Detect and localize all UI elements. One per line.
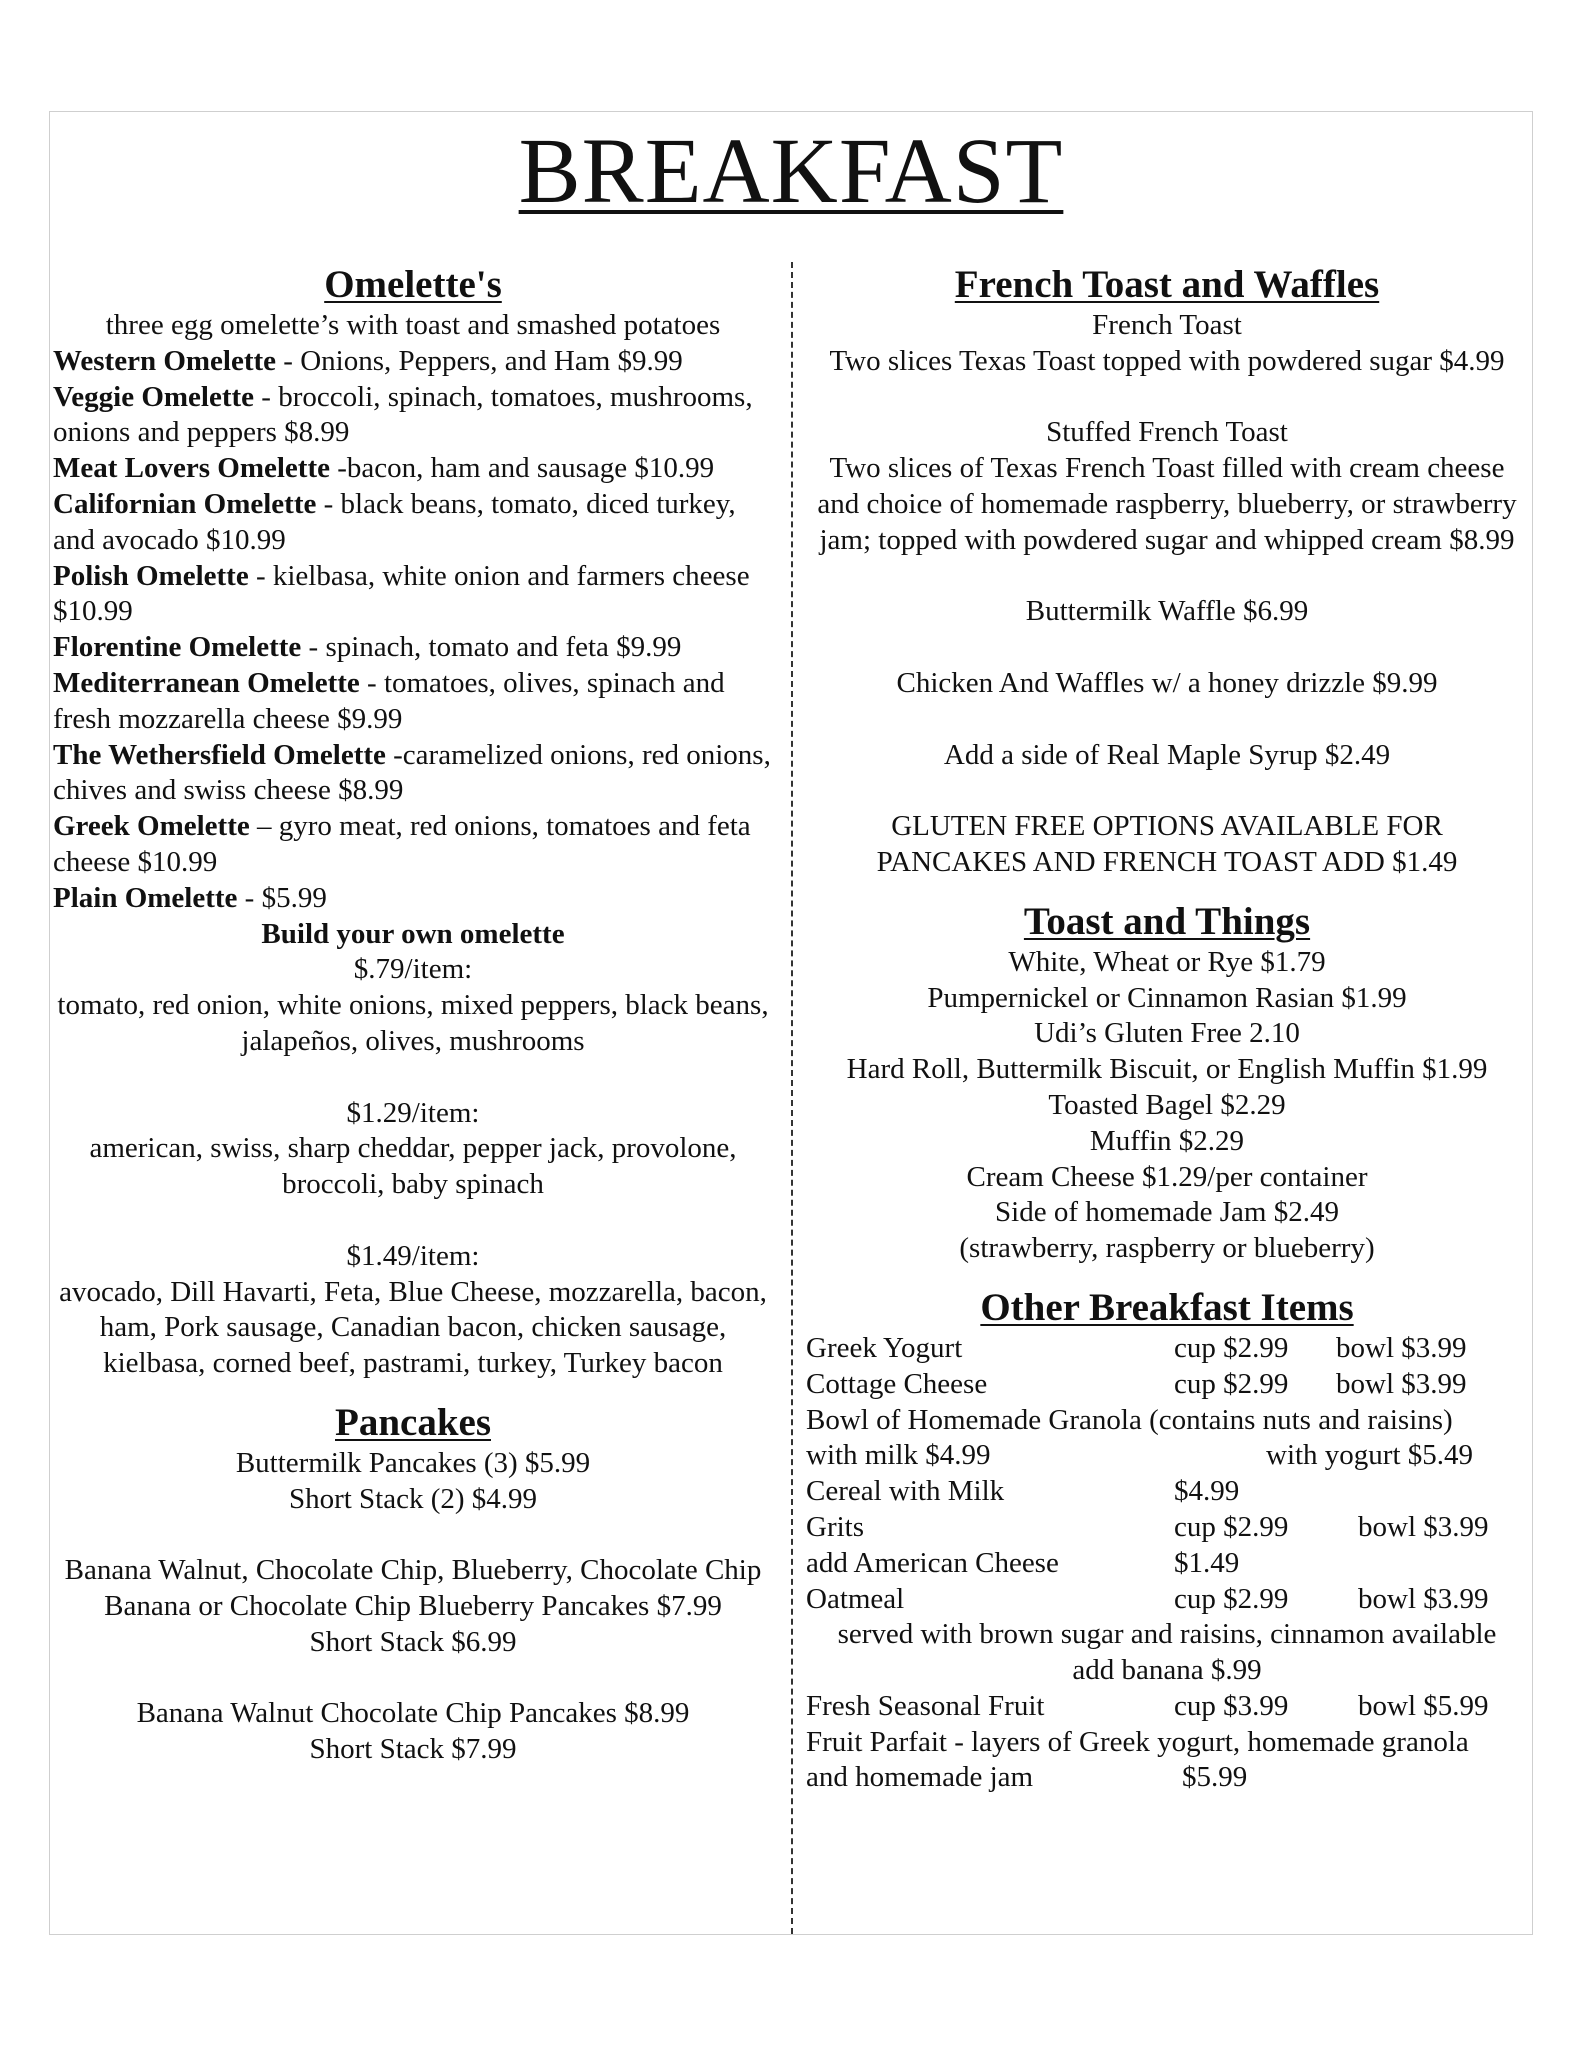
item-price-bowl: bowl $3.99 [1358, 1582, 1489, 1615]
omelette-name: Meat Lovers Omelette [53, 452, 330, 485]
item-price-cup: cup $2.99 [1174, 1367, 1289, 1400]
item-price-bowl: bowl $3.99 [1336, 1367, 1467, 1400]
item-name: Oatmeal [806, 1582, 905, 1615]
toast-item: Toasted Bagel $2.29 [1048, 1088, 1286, 1121]
menu-row [806, 1331, 1528, 1367]
tier-price: $.79/item: [353, 953, 473, 986]
tier-price: $1.29/item: [346, 1096, 480, 1129]
other-heading: Other Breakfast Items [980, 1285, 1354, 1329]
toast-item: Pumpernickel or Cinnamon Rasian $1.99 [927, 981, 1407, 1014]
french-toast-name: French Toast [1092, 309, 1242, 341]
menu-row [806, 1474, 1528, 1510]
omelette-desc: -caramelized onions, red onions, chives and swiss cheese $8.99 [53, 738, 771, 807]
omelette-item [53, 344, 773, 380]
parfait-name: and homemade jam [806, 1761, 1034, 1794]
omelette-name: Veggie Omelette [53, 380, 255, 413]
omelette-desc: -bacon, ham and sausage $10.99 [329, 452, 715, 485]
tier-price: $1.49/item: [346, 1239, 480, 1272]
item-price-bowl: bowl $5.99 [1358, 1689, 1489, 1722]
omelette-desc: – gyro meat, red onions, tomatoes and feta cheese $10.99 [53, 810, 751, 878]
granola-milk: with milk $4.99 [806, 1439, 991, 1472]
item-price: $4.99 [1174, 1475, 1240, 1508]
item-name: Fresh Seasonal Fruit [806, 1689, 1045, 1722]
omelette-item [53, 881, 773, 917]
item-price-cup: cup $3.99 [1174, 1689, 1289, 1722]
menu-row [806, 1510, 1528, 1546]
omelette-name: Californian Omelette [53, 487, 317, 520]
pancake-line: Short Stack $7.99 [309, 1733, 517, 1766]
toast-item: Udi’s Gluten Free 2.10 [1034, 1017, 1300, 1050]
parfait-line: Fruit Parfait - layers of Greek yogurt, homemade granola [806, 1725, 1469, 1758]
banana-addon: add banana $.99 [1072, 1654, 1262, 1687]
omelette-name: Plain Omelette [53, 881, 238, 914]
toast-item: Cream Cheese $1.29/per container [966, 1160, 1368, 1193]
right-column [806, 262, 1528, 1796]
item-name: Cereal with Milk [806, 1475, 1005, 1508]
omelette-desc: - spinach, tomato and feta $9.99 [301, 631, 682, 664]
menu-row [806, 1546, 1528, 1582]
omelette-item [53, 380, 773, 452]
item-name: Greek Yogurt [806, 1331, 963, 1364]
oatmeal-note: served with brown sugar and raisins, cinnamon available [837, 1618, 1497, 1651]
omelette-name: Greek Omelette [53, 810, 250, 843]
omelette-item [53, 487, 773, 559]
omelette-name: The Wethersfield Omelette [53, 738, 386, 771]
left-column [53, 262, 773, 1768]
chicken-and-waffles: Chicken And Waffles w/ a honey drizzle $9.99 [896, 666, 1438, 699]
stuffed-french-toast-desc: Two slices of Texas French Toast filled with cream cheese and choice of homemade raspberry, blueberry, or strawberry jam; topped with powdered sugar and whipped cream $8.99 [817, 452, 1517, 556]
omelette-desc: - broccoli, spinach, tomatoes, mushrooms, onions and peppers $8.99 [53, 380, 753, 449]
tier-items: avocado, Dill Havarti, Feta, Blue Cheese, mozzarella, bacon, ham, Pork sausage, Canadian bacon, chicken sausage, kielbasa, corned beef, pastrami, turkey, Turkey bacon [59, 1275, 767, 1380]
pancake-line: Banana Walnut, Chocolate Chip, Blueberry, Chocolate Chip Banana or Chocolate Chip Blueberry Pancakes $7.99 [64, 1554, 762, 1623]
omelette-name: Polish Omelette [53, 559, 249, 592]
french-toast-heading: French Toast and Waffles [954, 263, 1380, 306]
gluten-free-note: GLUTEN FREE OPTIONS AVAILABLE FOR PANCAKES AND FRENCH TOAST ADD $1.49 [876, 810, 1458, 878]
omelette-item [53, 559, 773, 631]
parfait-price-row [806, 1760, 1528, 1796]
toast-item: Hard Roll, Buttermilk Biscuit, or English Muffin $1.99 [846, 1053, 1488, 1086]
omelette-item [53, 666, 773, 738]
menu-title: BREAKFAST [518, 120, 1064, 223]
item-price-cup: cup $2.99 [1174, 1510, 1289, 1543]
omelette-name: Florentine Omelette [53, 631, 302, 664]
maple-syrup: Add a side of Real Maple Syrup $2.49 [943, 738, 1391, 771]
build-heading: Build your own omelette [261, 917, 565, 950]
omelette-item [53, 451, 773, 487]
menu-row [806, 1367, 1528, 1403]
tier-items: american, swiss, sharp cheddar, pepper jack, provolone, broccoli, baby spinach [89, 1132, 737, 1201]
item-price-bowl: bowl $3.99 [1358, 1510, 1489, 1543]
omelette-item [53, 809, 773, 881]
omelette-desc: - black beans, tomato, diced turkey, and avocado $10.99 [53, 487, 736, 556]
toast-heading: Toast and Things [1023, 899, 1311, 943]
parfait-price: $5.99 [1182, 1761, 1248, 1794]
item-name: add American Cheese [806, 1546, 1059, 1579]
omelette-item [53, 738, 773, 810]
pancakes-heading: Pancakes [335, 1400, 491, 1444]
tier-items: tomato, red onion, white onions, mixed peppers, black beans, jalapeños, olives, mushrooms [57, 989, 769, 1057]
omelette-desc: - $5.99 [237, 881, 327, 914]
granola-yogurt: with yogurt $5.49 [1266, 1439, 1474, 1472]
omelettes-heading: Omelette's [324, 263, 502, 306]
omelettes-subtitle: three egg omelette’s with toast and smashed potatoes [105, 309, 721, 341]
column-divider [791, 262, 793, 1934]
pancake-line: Short Stack (2) $4.99 [288, 1482, 538, 1515]
french-toast-desc: Two slices Texas Toast topped with powdered sugar $4.99 [829, 344, 1505, 377]
omelette-desc: - tomatoes, olives, spinach and fresh mozzarella cheese $9.99 [53, 666, 725, 735]
item-price: $1.49 [1174, 1546, 1240, 1579]
omelette-name: Western Omelette [53, 344, 277, 377]
toast-item: Side of homemade Jam $2.49 [995, 1196, 1339, 1229]
menu-row [806, 1689, 1528, 1725]
menu-row [806, 1582, 1528, 1618]
toast-item: (strawberry, raspberry or blueberry) [959, 1232, 1375, 1265]
granola-prices [806, 1438, 1528, 1474]
pancake-line: Banana Walnut Chocolate Chip Pancakes $8.99 [136, 1697, 690, 1730]
granola-line: Bowl of Homemade Granola (contains nuts and raisins) [806, 1403, 1453, 1436]
omelette-desc: - kielbasa, white onion and farmers cheese $10.99 [53, 559, 750, 628]
omelette-item [53, 630, 773, 666]
pancake-line: Short Stack $6.99 [309, 1625, 517, 1658]
item-name: Grits [806, 1510, 864, 1543]
toast-item: Muffin $2.29 [1089, 1124, 1245, 1157]
item-price-cup: cup $2.99 [1174, 1582, 1289, 1615]
stuffed-french-toast-name: Stuffed French Toast [1046, 416, 1288, 449]
item-price-cup: cup $2.99 [1174, 1331, 1289, 1364]
item-price-bowl: bowl $3.99 [1336, 1331, 1467, 1364]
toast-item: White, Wheat or Rye $1.79 [1008, 945, 1326, 978]
item-name: Cottage Cheese [806, 1367, 988, 1400]
omelette-desc: - Onions, Peppers, and Ham $9.99 [276, 344, 683, 377]
pancake-line: Buttermilk Pancakes (3) $5.99 [235, 1446, 591, 1479]
buttermilk-waffle: Buttermilk Waffle $6.99 [1025, 595, 1309, 628]
omelette-name: Mediterranean Omelette [53, 666, 360, 699]
